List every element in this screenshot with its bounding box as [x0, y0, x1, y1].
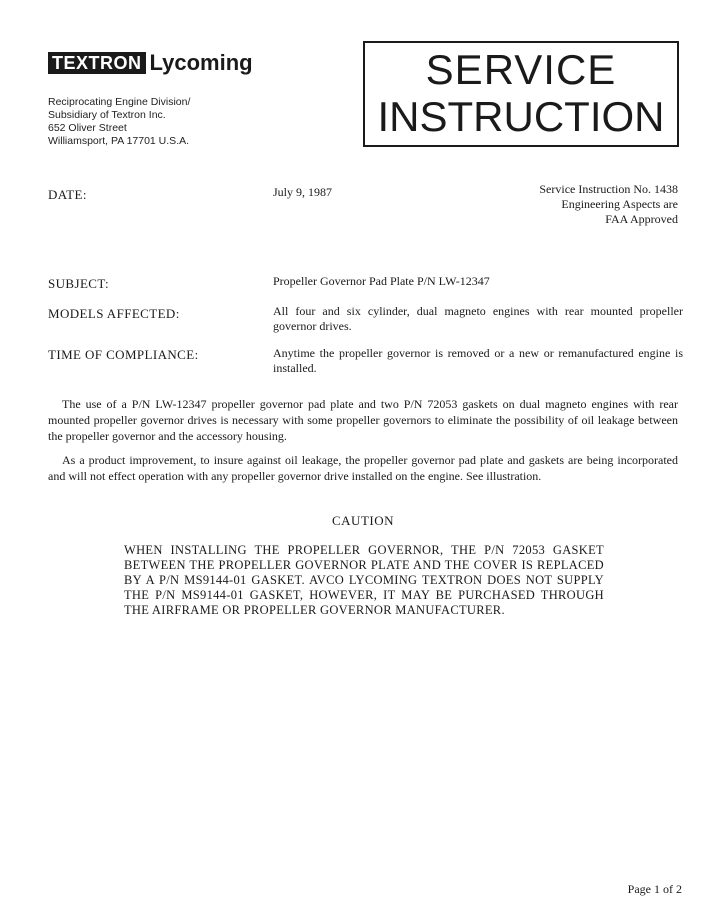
- si-number: Service Instruction No. 1438: [539, 182, 678, 196]
- caution-heading: CAUTION: [332, 513, 394, 528]
- models-affected-label: MODELS AFFECTED:: [48, 306, 180, 321]
- company-logo: [48, 52, 253, 74]
- document-title-box: [363, 41, 679, 147]
- address-line: 652 Oliver Street: [48, 122, 127, 134]
- logo-textron: TEXTRON: [48, 52, 146, 74]
- date-label: DATE:: [48, 187, 87, 202]
- address-line: Subsidiary of Textron Inc.: [48, 109, 166, 121]
- company-address: [48, 96, 190, 148]
- address-line: Reciprocating Engine Division/: [48, 96, 191, 108]
- time-of-compliance-value: Anytime the propeller governor is removed or a new or remanufactured engine is installed.: [273, 346, 683, 375]
- address-line: Williamsport, PA 17701 U.S.A.: [48, 135, 190, 147]
- models-affected-value: All four and six cylinder, dual magneto engines with rear mounted propeller governor drives.: [273, 304, 683, 333]
- date-value: July 9, 1987: [273, 185, 333, 199]
- si-engineering: Engineering Aspects are: [561, 197, 678, 211]
- title-service: SERVICE: [425, 46, 617, 93]
- service-instruction-number-block: [539, 182, 678, 227]
- time-of-compliance-label: TIME OF COMPLIANCE:: [48, 347, 199, 362]
- si-approval: FAA Approved: [605, 212, 678, 226]
- subject-label: SUBJECT:: [48, 276, 110, 291]
- logo-lycoming: Lycoming: [149, 50, 253, 75]
- caution-text: WHEN INSTALLING THE PROPELLER GOVERNOR, THE P/N 72053 GASKET BETWEEN THE PROPELLER GOVERNOR PLATE AND THE COVER IS REPLACED BY A P/N MS9144-01 GASKET. AVCO LYCOMING TEXTRON DOES NOT SUPPLY THE P/N MS9144-01 GASKET, HOWEVER, IT MAY BE PURCHASED THROUGH THE AIRFRAME OR PROPELLER GOVERNOR MANUFACTURER.: [124, 543, 604, 617]
- page-number: Page 1 of 2: [627, 882, 682, 896]
- title-instruction: INSTRUCTION: [377, 93, 665, 140]
- body-paragraph-2: As a product improvement, to insure against oil leakage, the propeller governor pad plate and gaskets are being incorporated and will not effect operation with any propeller governor drive installed on the engine. See illustration.: [48, 453, 678, 483]
- subject-value: Propeller Governor Pad Plate P/N LW-12347: [273, 274, 490, 288]
- body-paragraph-1: The use of a P/N LW-12347 propeller governor pad plate and two P/N 72053 gaskets on dual magneto engines with rear mounted propeller governor drives is necessary with some propeller governors to eliminate the possibility of oil leakage between the propeller governor and the accessory housing.: [48, 397, 678, 443]
